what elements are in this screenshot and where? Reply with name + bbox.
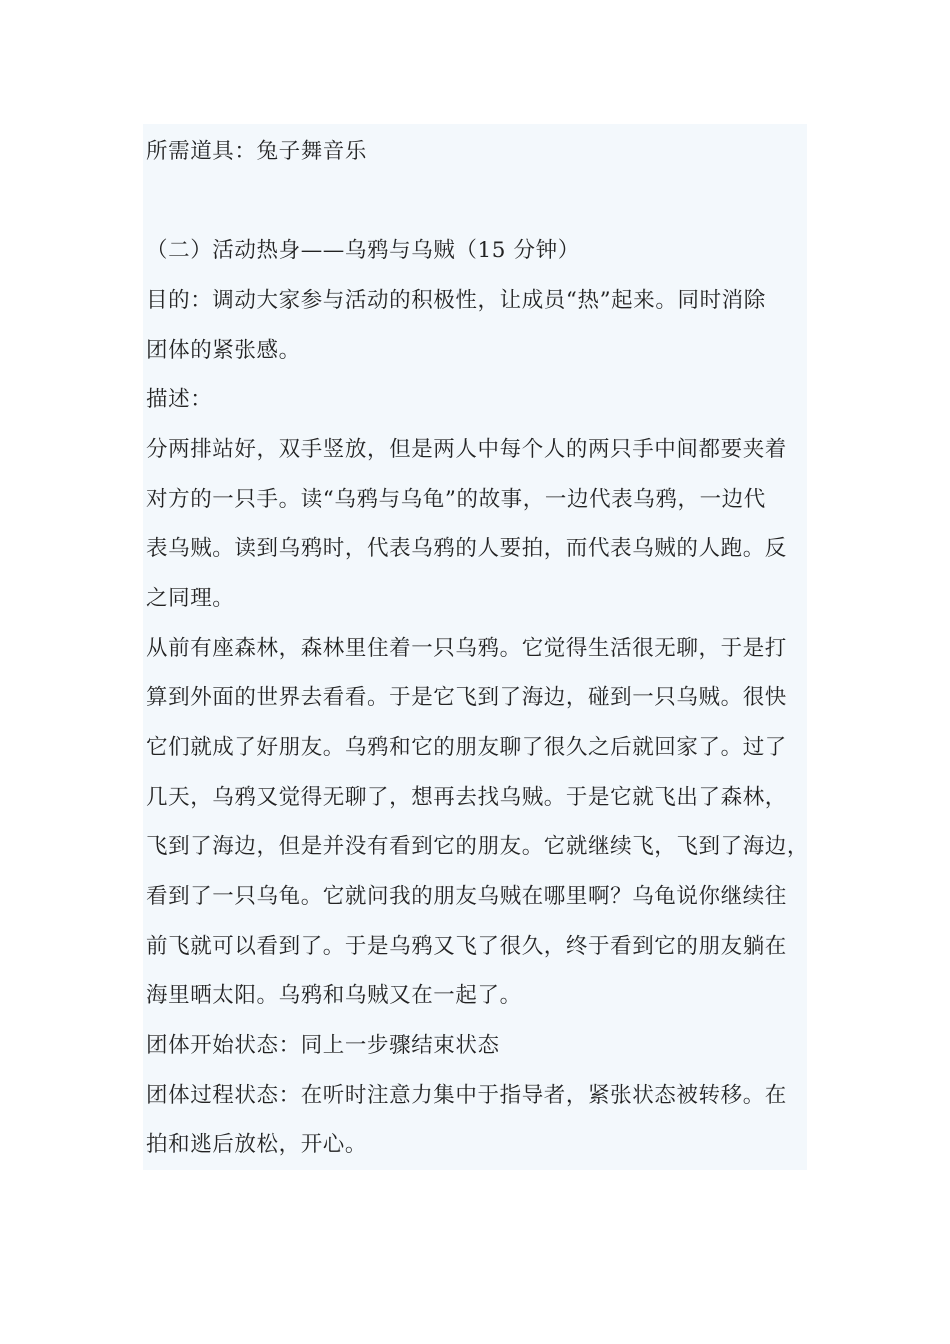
story-line-4: 几天，乌鸦又觉得无聊了，想再去找乌贼。于是它就飞出了森林，: [146, 785, 787, 810]
description-line-2: 对方的一只手。读“乌鸦与乌龟”的故事，一边代表乌鸦，一边代: [146, 487, 766, 512]
description-line-3: 表乌贼。读到乌鸦时，代表乌鸦的人要拍，而代表乌贼的人跑。反: [146, 536, 787, 561]
story-line-5: 飞到了海边，但是并没有看到它的朋友。它就继续飞，飞到了海边，: [146, 834, 810, 859]
process-state-line-2: 拍和逃后放松，开心。: [146, 1132, 368, 1157]
props-line: 所需道具：兔子舞音乐: [146, 139, 368, 164]
story-line-8: 海里晒太阳。乌鸦和乌贼又在一起了。: [146, 983, 522, 1008]
purpose-line-2: 团体的紧张感。: [146, 338, 301, 363]
purpose-line-1: 目的：调动大家参与活动的积极性，让成员“热”起来。同时消除: [146, 288, 766, 313]
description-line-1: 分两排站好，双手竖放，但是两人中每个人的两只手中间都要夹着: [146, 437, 787, 462]
story-line-7: 前飞就可以看到了。于是乌鸦又飞了很久，终于看到它的朋友躺在: [146, 934, 787, 959]
process-state-line-1: 团体过程状态：在听时注意力集中于指导者，紧张状态被转移。在: [146, 1083, 787, 1108]
description-label: 描述：: [146, 387, 213, 412]
section-title: （二）活动热身——乌鸦与乌贼（15 分钟）: [146, 238, 580, 263]
start-state-line: 团体开始状态：同上一步骤结束状态: [146, 1033, 500, 1058]
description-line-4: 之同理。: [146, 586, 235, 611]
story-line-3: 它们就成了好朋友。乌鸦和它的朋友聊了很久之后就回家了。过了: [146, 735, 787, 760]
story-line-1: 从前有座森林，森林里住着一只乌鸦。它觉得生活很无聊，于是打: [146, 636, 787, 661]
story-line-2: 算到外面的世界去看看。于是它飞到了海边，碰到一只乌贼。很快: [146, 685, 787, 710]
story-line-6: 看到了一只乌龟。它就问我的朋友乌贼在哪里啊？乌龟说你继续往: [146, 884, 787, 909]
